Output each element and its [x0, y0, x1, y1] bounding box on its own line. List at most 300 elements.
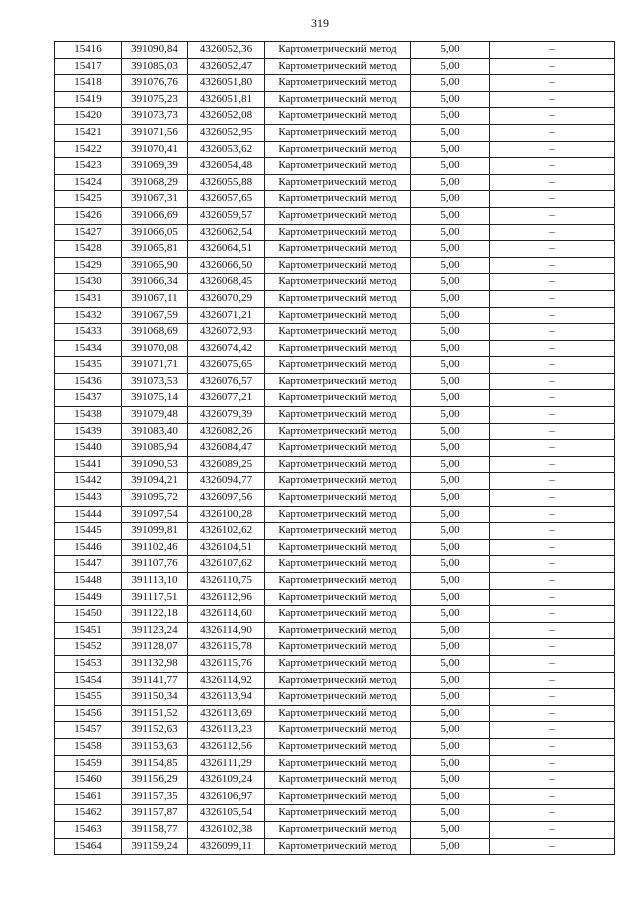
- table-row: [55, 473, 615, 490]
- x-coordinate-cell: 391066,05: [122, 224, 188, 241]
- description-cell: –: [490, 390, 615, 407]
- point-number-cell: 15456: [55, 705, 122, 722]
- accuracy-cell: 5,00: [411, 423, 490, 440]
- accuracy-cell: 5,00: [411, 589, 490, 606]
- point-number-cell: 15428: [55, 241, 122, 258]
- point-number-cell: 15457: [55, 722, 122, 739]
- y-coordinate-cell: 4326072,93: [188, 324, 265, 341]
- method-cell: Картометрический метод: [265, 523, 411, 540]
- table-row: [55, 274, 615, 291]
- table-row: [55, 373, 615, 390]
- y-coordinate-cell: 4326112,96: [188, 589, 265, 606]
- x-coordinate-cell: 391083,40: [122, 423, 188, 440]
- accuracy-cell: 5,00: [411, 141, 490, 158]
- description-cell: –: [490, 274, 615, 291]
- table-row: [55, 174, 615, 191]
- method-cell: Картометрический метод: [265, 722, 411, 739]
- description-cell: –: [490, 456, 615, 473]
- y-coordinate-cell: 4326062,54: [188, 224, 265, 241]
- point-number-cell: 15441: [55, 456, 122, 473]
- y-coordinate-cell: 4326052,08: [188, 108, 265, 125]
- y-coordinate-cell: 4326106,97: [188, 788, 265, 805]
- description-cell: –: [490, 257, 615, 274]
- y-coordinate-cell: 4326052,47: [188, 58, 265, 75]
- table-row: [55, 241, 615, 258]
- description-cell: –: [490, 672, 615, 689]
- accuracy-cell: 5,00: [411, 490, 490, 507]
- table-row: [55, 606, 615, 623]
- point-number-cell: 15459: [55, 755, 122, 772]
- point-number-cell: 15422: [55, 141, 122, 158]
- x-coordinate-cell: 391150,34: [122, 689, 188, 706]
- description-cell: –: [490, 772, 615, 789]
- x-coordinate-cell: 391076,76: [122, 75, 188, 92]
- method-cell: Картометрический метод: [265, 373, 411, 390]
- method-cell: Картометрический метод: [265, 357, 411, 374]
- point-number-cell: 15434: [55, 340, 122, 357]
- y-coordinate-cell: 4326114,60: [188, 606, 265, 623]
- accuracy-cell: 5,00: [411, 705, 490, 722]
- description-cell: –: [490, 539, 615, 556]
- x-coordinate-cell: 391075,23: [122, 91, 188, 108]
- accuracy-cell: 5,00: [411, 340, 490, 357]
- table-row: [55, 340, 615, 357]
- method-cell: Картометрический метод: [265, 738, 411, 755]
- table-row: [55, 838, 615, 855]
- description-cell: –: [490, 108, 615, 125]
- accuracy-cell: 5,00: [411, 473, 490, 490]
- method-cell: Картометрический метод: [265, 506, 411, 523]
- description-cell: –: [490, 556, 615, 573]
- y-coordinate-cell: 4326114,92: [188, 672, 265, 689]
- x-coordinate-cell: 391113,10: [122, 573, 188, 590]
- method-cell: Картометрический метод: [265, 141, 411, 158]
- accuracy-cell: 5,00: [411, 738, 490, 755]
- x-coordinate-cell: 391117,51: [122, 589, 188, 606]
- point-number-cell: 15433: [55, 324, 122, 341]
- accuracy-cell: 5,00: [411, 573, 490, 590]
- point-number-cell: 15454: [55, 672, 122, 689]
- x-coordinate-cell: 391152,63: [122, 722, 188, 739]
- table-row: [55, 689, 615, 706]
- accuracy-cell: 5,00: [411, 672, 490, 689]
- point-number-cell: 15447: [55, 556, 122, 573]
- accuracy-cell: 5,00: [411, 42, 490, 59]
- y-coordinate-cell: 4326102,38: [188, 821, 265, 838]
- table-row: [55, 58, 615, 75]
- x-coordinate-cell: 391065,81: [122, 241, 188, 258]
- x-coordinate-cell: 391159,24: [122, 838, 188, 855]
- table-row: [55, 290, 615, 307]
- y-coordinate-cell: 4326112,56: [188, 738, 265, 755]
- description-cell: –: [490, 606, 615, 623]
- method-cell: Картометрический метод: [265, 473, 411, 490]
- table-row: [55, 307, 615, 324]
- point-number-cell: 15442: [55, 473, 122, 490]
- description-cell: –: [490, 373, 615, 390]
- table-row: [55, 772, 615, 789]
- accuracy-cell: 5,00: [411, 523, 490, 540]
- y-coordinate-cell: 4326102,62: [188, 523, 265, 540]
- method-cell: Картометрический метод: [265, 539, 411, 556]
- accuracy-cell: 5,00: [411, 75, 490, 92]
- x-coordinate-cell: 391067,31: [122, 191, 188, 208]
- y-coordinate-cell: 4326082,26: [188, 423, 265, 440]
- method-cell: Картометрический метод: [265, 573, 411, 590]
- table-row: [55, 191, 615, 208]
- accuracy-cell: 5,00: [411, 622, 490, 639]
- y-coordinate-cell: 4326110,75: [188, 573, 265, 590]
- point-number-cell: 15449: [55, 589, 122, 606]
- method-cell: Картометрический метод: [265, 274, 411, 291]
- y-coordinate-cell: 4326070,29: [188, 290, 265, 307]
- point-number-cell: 15463: [55, 821, 122, 838]
- x-coordinate-cell: 391123,24: [122, 622, 188, 639]
- method-cell: Картометрический метод: [265, 407, 411, 424]
- table-row: [55, 324, 615, 341]
- method-cell: Картометрический метод: [265, 108, 411, 125]
- method-cell: Картометрический метод: [265, 821, 411, 838]
- x-coordinate-cell: 391090,84: [122, 42, 188, 59]
- method-cell: Картометрический метод: [265, 91, 411, 108]
- description-cell: –: [490, 75, 615, 92]
- method-cell: Картометрический метод: [265, 788, 411, 805]
- x-coordinate-cell: 391075,14: [122, 390, 188, 407]
- description-cell: –: [490, 490, 615, 507]
- table-row: [55, 357, 615, 374]
- x-coordinate-cell: 391071,56: [122, 124, 188, 141]
- description-cell: –: [490, 705, 615, 722]
- x-coordinate-cell: 391094,21: [122, 473, 188, 490]
- table-row: [55, 490, 615, 507]
- description-cell: –: [490, 407, 615, 424]
- y-coordinate-cell: 4326051,80: [188, 75, 265, 92]
- point-number-cell: 15438: [55, 407, 122, 424]
- point-number-cell: 15420: [55, 108, 122, 125]
- accuracy-cell: 5,00: [411, 207, 490, 224]
- y-coordinate-cell: 4326099,11: [188, 838, 265, 855]
- description-cell: –: [490, 307, 615, 324]
- method-cell: Картометрический метод: [265, 672, 411, 689]
- table-row: [55, 91, 615, 108]
- point-number-cell: 15421: [55, 124, 122, 141]
- y-coordinate-cell: 4326104,51: [188, 539, 265, 556]
- table-row: [55, 672, 615, 689]
- y-coordinate-cell: 4326100,28: [188, 506, 265, 523]
- method-cell: Картометрический метод: [265, 705, 411, 722]
- y-coordinate-cell: 4326066,50: [188, 257, 265, 274]
- description-cell: –: [490, 838, 615, 855]
- table-row: [55, 705, 615, 722]
- description-cell: –: [490, 207, 615, 224]
- x-coordinate-cell: 391090,53: [122, 456, 188, 473]
- method-cell: Картометрический метод: [265, 307, 411, 324]
- point-number-cell: 15429: [55, 257, 122, 274]
- point-number-cell: 15445: [55, 523, 122, 540]
- y-coordinate-cell: 4326068,45: [188, 274, 265, 291]
- y-coordinate-cell: 4326084,47: [188, 440, 265, 457]
- point-number-cell: 15439: [55, 423, 122, 440]
- accuracy-cell: 5,00: [411, 838, 490, 855]
- x-coordinate-cell: 391073,53: [122, 373, 188, 390]
- accuracy-cell: 5,00: [411, 722, 490, 739]
- point-number-cell: 15443: [55, 490, 122, 507]
- method-cell: Картометрический метод: [265, 556, 411, 573]
- table-row: [55, 407, 615, 424]
- y-coordinate-cell: 4326115,76: [188, 655, 265, 672]
- y-coordinate-cell: 4326094,77: [188, 473, 265, 490]
- y-coordinate-cell: 4326111,29: [188, 755, 265, 772]
- table-row: [55, 556, 615, 573]
- description-cell: –: [490, 141, 615, 158]
- x-coordinate-cell: 391067,11: [122, 290, 188, 307]
- x-coordinate-cell: 391156,29: [122, 772, 188, 789]
- description-cell: –: [490, 722, 615, 739]
- description-cell: –: [490, 324, 615, 341]
- method-cell: Картометрический метод: [265, 241, 411, 258]
- method-cell: Картометрический метод: [265, 805, 411, 822]
- method-cell: Картометрический метод: [265, 606, 411, 623]
- description-cell: –: [490, 805, 615, 822]
- table-row: [55, 655, 615, 672]
- description-cell: –: [490, 241, 615, 258]
- accuracy-cell: 5,00: [411, 639, 490, 656]
- table-row: [55, 390, 615, 407]
- y-coordinate-cell: 4326105,54: [188, 805, 265, 822]
- description-cell: –: [490, 821, 615, 838]
- description-cell: –: [490, 290, 615, 307]
- method-cell: Картометрический метод: [265, 390, 411, 407]
- x-coordinate-cell: 391122,18: [122, 606, 188, 623]
- accuracy-cell: 5,00: [411, 456, 490, 473]
- accuracy-cell: 5,00: [411, 91, 490, 108]
- accuracy-cell: 5,00: [411, 772, 490, 789]
- table-row: [55, 257, 615, 274]
- method-cell: Картометрический метод: [265, 456, 411, 473]
- description-cell: –: [490, 191, 615, 208]
- description-cell: –: [490, 738, 615, 755]
- accuracy-cell: 5,00: [411, 241, 490, 258]
- point-number-cell: 15430: [55, 274, 122, 291]
- x-coordinate-cell: 391070,08: [122, 340, 188, 357]
- description-cell: –: [490, 622, 615, 639]
- point-number-cell: 15448: [55, 573, 122, 590]
- point-number-cell: 15417: [55, 58, 122, 75]
- description-cell: –: [490, 506, 615, 523]
- y-coordinate-cell: 4326107,62: [188, 556, 265, 573]
- accuracy-cell: 5,00: [411, 158, 490, 175]
- x-coordinate-cell: 391157,87: [122, 805, 188, 822]
- method-cell: Картометрический метод: [265, 191, 411, 208]
- accuracy-cell: 5,00: [411, 755, 490, 772]
- description-cell: –: [490, 423, 615, 440]
- table-row: [55, 207, 615, 224]
- point-number-cell: 15461: [55, 788, 122, 805]
- y-coordinate-cell: 4326052,36: [188, 42, 265, 59]
- point-number-cell: 15460: [55, 772, 122, 789]
- table-row: [55, 805, 615, 822]
- y-coordinate-cell: 4326109,24: [188, 772, 265, 789]
- table-row: [55, 639, 615, 656]
- y-coordinate-cell: 4326113,94: [188, 689, 265, 706]
- accuracy-cell: 5,00: [411, 788, 490, 805]
- coordinates-table-body: [55, 42, 615, 855]
- y-coordinate-cell: 4326071,21: [188, 307, 265, 324]
- method-cell: Картометрический метод: [265, 589, 411, 606]
- description-cell: –: [490, 573, 615, 590]
- x-coordinate-cell: 391066,34: [122, 274, 188, 291]
- accuracy-cell: 5,00: [411, 805, 490, 822]
- x-coordinate-cell: 391099,81: [122, 523, 188, 540]
- accuracy-cell: 5,00: [411, 307, 490, 324]
- table-row: [55, 456, 615, 473]
- point-number-cell: 15416: [55, 42, 122, 59]
- y-coordinate-cell: 4326052,95: [188, 124, 265, 141]
- table-row: [55, 158, 615, 175]
- x-coordinate-cell: 391102,46: [122, 539, 188, 556]
- table-row: [55, 738, 615, 755]
- x-coordinate-cell: 391158,77: [122, 821, 188, 838]
- x-coordinate-cell: 391141,77: [122, 672, 188, 689]
- description-cell: –: [490, 174, 615, 191]
- x-coordinate-cell: 391073,73: [122, 108, 188, 125]
- point-number-cell: 15450: [55, 606, 122, 623]
- method-cell: Картометрический метод: [265, 340, 411, 357]
- accuracy-cell: 5,00: [411, 655, 490, 672]
- point-number-cell: 15423: [55, 158, 122, 175]
- x-coordinate-cell: 391153,63: [122, 738, 188, 755]
- table-row: [55, 506, 615, 523]
- table-row: [55, 788, 615, 805]
- description-cell: –: [490, 58, 615, 75]
- point-number-cell: 15418: [55, 75, 122, 92]
- y-coordinate-cell: 4326053,62: [188, 141, 265, 158]
- point-number-cell: 15458: [55, 738, 122, 755]
- method-cell: Картометрический метод: [265, 838, 411, 855]
- method-cell: Картометрический метод: [265, 42, 411, 59]
- description-cell: –: [490, 440, 615, 457]
- x-coordinate-cell: 391107,76: [122, 556, 188, 573]
- description-cell: –: [490, 655, 615, 672]
- method-cell: Картометрический метод: [265, 75, 411, 92]
- point-number-cell: 15436: [55, 373, 122, 390]
- method-cell: Картометрический метод: [265, 490, 411, 507]
- x-coordinate-cell: 391151,52: [122, 705, 188, 722]
- table-row: [55, 141, 615, 158]
- table-row: [55, 423, 615, 440]
- method-cell: Картометрический метод: [265, 290, 411, 307]
- table-row: [55, 124, 615, 141]
- accuracy-cell: 5,00: [411, 124, 490, 141]
- accuracy-cell: 5,00: [411, 224, 490, 241]
- method-cell: Картометрический метод: [265, 158, 411, 175]
- description-cell: –: [490, 124, 615, 141]
- accuracy-cell: 5,00: [411, 174, 490, 191]
- accuracy-cell: 5,00: [411, 689, 490, 706]
- description-cell: –: [490, 639, 615, 656]
- method-cell: Картометрический метод: [265, 124, 411, 141]
- description-cell: –: [490, 340, 615, 357]
- x-coordinate-cell: 391071,71: [122, 357, 188, 374]
- accuracy-cell: 5,00: [411, 556, 490, 573]
- description-cell: –: [490, 42, 615, 59]
- description-cell: –: [490, 788, 615, 805]
- x-coordinate-cell: 391128,07: [122, 639, 188, 656]
- accuracy-cell: 5,00: [411, 390, 490, 407]
- y-coordinate-cell: 4326051,81: [188, 91, 265, 108]
- table-row: [55, 755, 615, 772]
- y-coordinate-cell: 4326115,78: [188, 639, 265, 656]
- table-row: [55, 523, 615, 540]
- description-cell: –: [490, 91, 615, 108]
- x-coordinate-cell: 391066,69: [122, 207, 188, 224]
- description-cell: –: [490, 357, 615, 374]
- x-coordinate-cell: 391154,85: [122, 755, 188, 772]
- description-cell: –: [490, 523, 615, 540]
- x-coordinate-cell: 391067,59: [122, 307, 188, 324]
- y-coordinate-cell: 4326089,25: [188, 456, 265, 473]
- table-row: [55, 224, 615, 241]
- accuracy-cell: 5,00: [411, 506, 490, 523]
- accuracy-cell: 5,00: [411, 274, 490, 291]
- accuracy-cell: 5,00: [411, 58, 490, 75]
- method-cell: Картометрический метод: [265, 639, 411, 656]
- y-coordinate-cell: 4326079,39: [188, 407, 265, 424]
- x-coordinate-cell: 391069,39: [122, 158, 188, 175]
- method-cell: Картометрический метод: [265, 174, 411, 191]
- point-number-cell: 15444: [55, 506, 122, 523]
- point-number-cell: 15432: [55, 307, 122, 324]
- method-cell: Картометрический метод: [265, 689, 411, 706]
- description-cell: –: [490, 689, 615, 706]
- point-number-cell: 15425: [55, 191, 122, 208]
- point-number-cell: 15431: [55, 290, 122, 307]
- method-cell: Картометрический метод: [265, 655, 411, 672]
- point-number-cell: 15452: [55, 639, 122, 656]
- x-coordinate-cell: 391065,90: [122, 257, 188, 274]
- point-number-cell: 15446: [55, 539, 122, 556]
- accuracy-cell: 5,00: [411, 257, 490, 274]
- point-number-cell: 15419: [55, 91, 122, 108]
- table-row: [55, 440, 615, 457]
- method-cell: Картометрический метод: [265, 324, 411, 341]
- y-coordinate-cell: 4326074,42: [188, 340, 265, 357]
- coordinates-table: [54, 41, 615, 855]
- x-coordinate-cell: 391070,41: [122, 141, 188, 158]
- x-coordinate-cell: 391068,69: [122, 324, 188, 341]
- accuracy-cell: 5,00: [411, 373, 490, 390]
- accuracy-cell: 5,00: [411, 191, 490, 208]
- accuracy-cell: 5,00: [411, 290, 490, 307]
- description-cell: –: [490, 755, 615, 772]
- description-cell: –: [490, 158, 615, 175]
- y-coordinate-cell: 4326075,65: [188, 357, 265, 374]
- accuracy-cell: 5,00: [411, 440, 490, 457]
- y-coordinate-cell: 4326054,48: [188, 158, 265, 175]
- y-coordinate-cell: 4326064,51: [188, 241, 265, 258]
- method-cell: Картометрический метод: [265, 772, 411, 789]
- table-row: [55, 589, 615, 606]
- accuracy-cell: 5,00: [411, 821, 490, 838]
- x-coordinate-cell: 391157,35: [122, 788, 188, 805]
- method-cell: Картометрический метод: [265, 58, 411, 75]
- y-coordinate-cell: 4326055,88: [188, 174, 265, 191]
- x-coordinate-cell: 391095,72: [122, 490, 188, 507]
- table-row: [55, 539, 615, 556]
- point-number-cell: 15440: [55, 440, 122, 457]
- accuracy-cell: 5,00: [411, 606, 490, 623]
- y-coordinate-cell: 4326057,65: [188, 191, 265, 208]
